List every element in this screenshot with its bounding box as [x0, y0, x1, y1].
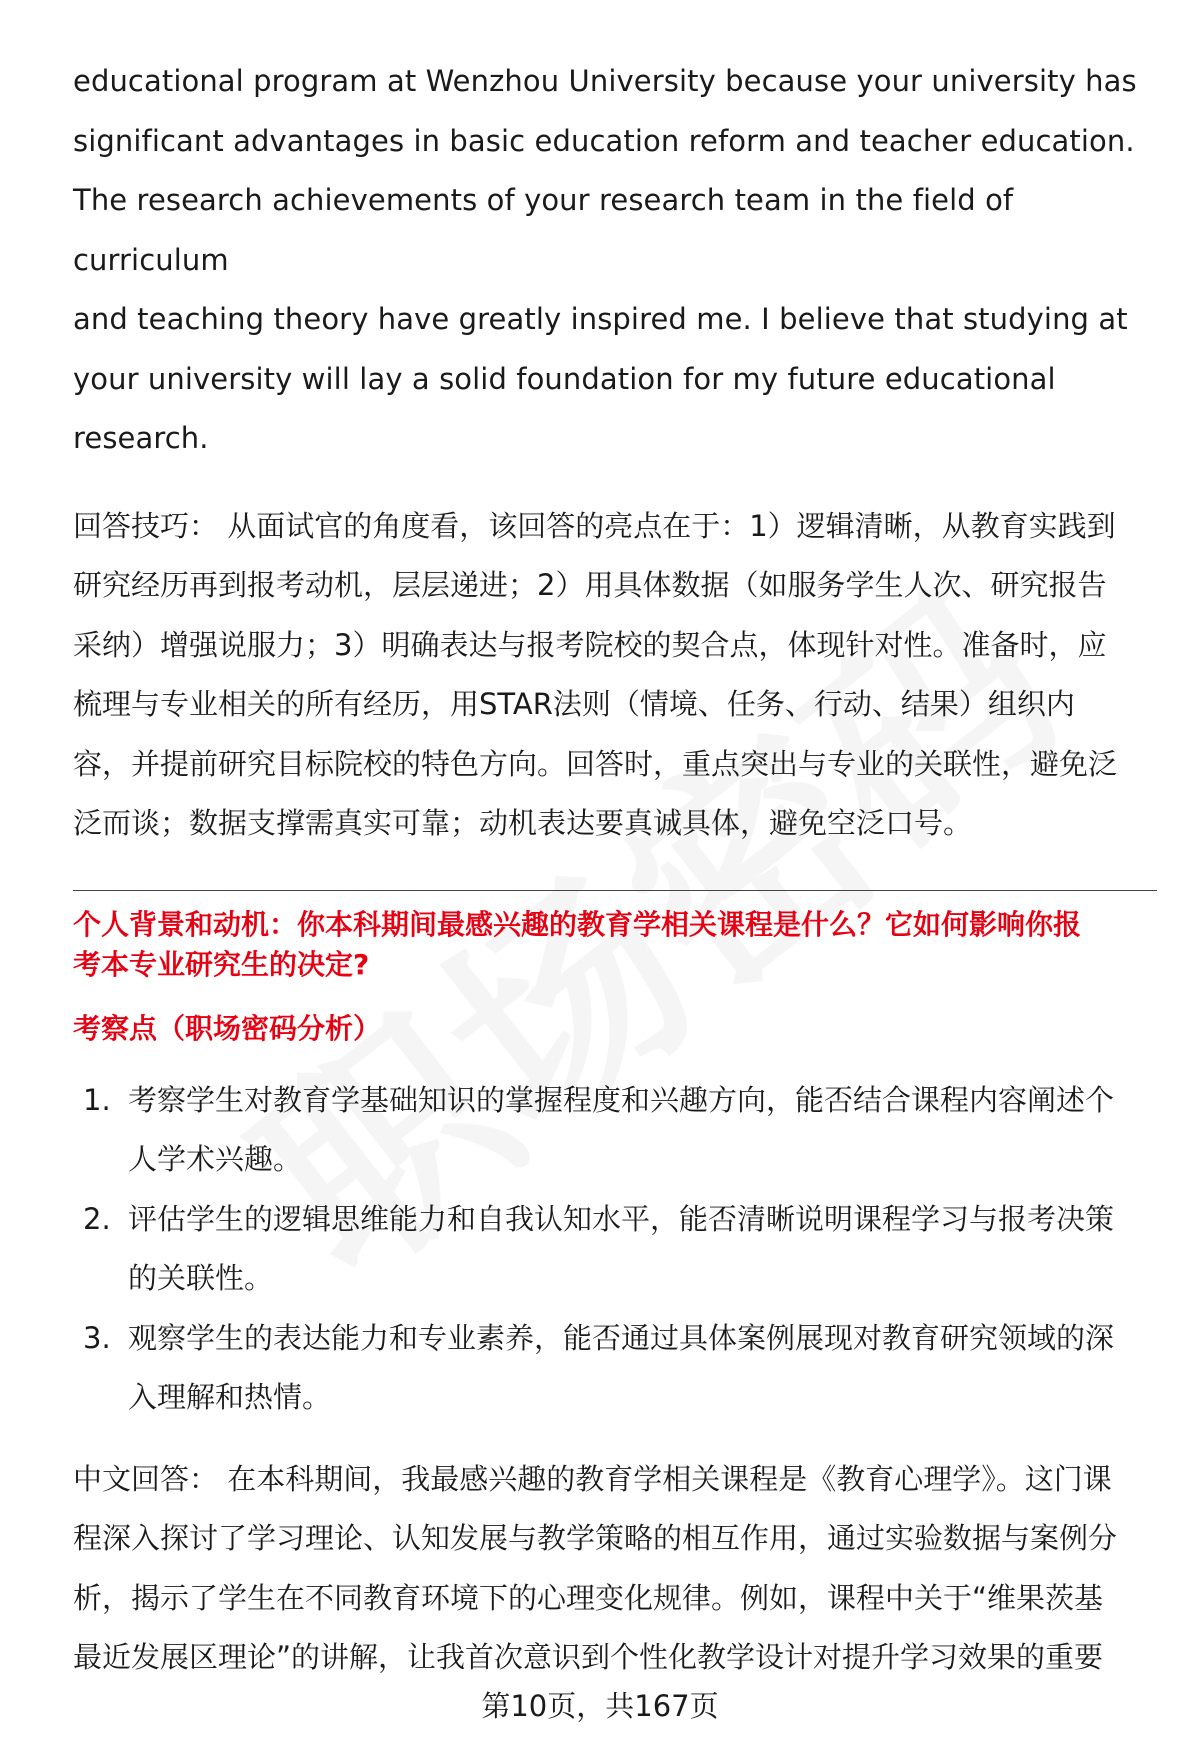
list-number: 1.	[83, 1082, 111, 1117]
text-line: 的关联性。	[128, 1261, 274, 1295]
page-number-footer: 第10页，共167页	[481, 1689, 719, 1723]
answer-tips-paragraph	[73, 497, 1153, 854]
list-number: 2.	[83, 1201, 111, 1236]
text-line: 梳理与专业相关的所有经历，用STAR法则（情境、任务、行动、结果）组织内	[73, 687, 1075, 721]
english-answer-paragraph	[73, 52, 1153, 469]
question-heading	[73, 905, 1153, 985]
text-line: 入理解和热情。	[128, 1380, 332, 1414]
list-number: 3.	[83, 1320, 111, 1355]
text-line: your university will lay a solid foundation for my future educational	[73, 361, 1056, 396]
list-item	[73, 1190, 1153, 1309]
text-line: 个人背景和动机：你本科期间最感兴趣的教育学相关课程是什么？它如何影响你报	[73, 907, 1082, 941]
document-page	[73, 52, 1153, 1688]
section-divider	[73, 890, 1157, 891]
text-line: 程深入探讨了学习理论、认知发展与教学策略的相互作用，通过实验数据与案例分	[73, 1521, 1118, 1555]
text-line: 最近发展区理论”的讲解，让我首次意识到个性化教学设计对提升学习效果的重要	[73, 1640, 1104, 1674]
text-line: The research achievements of your research team in the field of curriculum	[73, 183, 1014, 277]
text-line: 中文回答： 在本科期间，我最感兴趣的教育学相关课程是《教育心理学》。这门课	[73, 1461, 1112, 1496]
text-line: 考本专业研究生的决定?	[73, 947, 370, 981]
text-line: significant advantages in basic education reform and teacher education.	[73, 123, 1135, 158]
text-line: 容，并提前研究目标院校的特色方向。回答时，重点突出与专业的关联性，避免泛	[73, 746, 1118, 781]
text-line: 考察学生对教育学基础知识的掌握程度和兴趣方向，能否结合课程内容阐述个	[128, 1082, 1115, 1117]
text-line: 采纳）增强说服力；3）明确表达与报考院校的契合点，体现针对性。准备时，应	[73, 627, 1107, 662]
list-item	[73, 1071, 1153, 1190]
assessment-points-list	[73, 1071, 1153, 1428]
text-line: 泛而谈；数据支撑需真实可靠；动机表达要真诚具体，避免空泛口号。	[73, 806, 973, 840]
text-line: 析，揭示了学生在不同教育环境下的心理变化规律。例如，课程中关于“维果茨基	[73, 1580, 1104, 1615]
text-line: educational program at Wenzhou University because your university has	[73, 64, 1137, 98]
text-line: 人学术兴趣。	[128, 1142, 303, 1176]
text-line: 评估学生的逻辑思维能力和自我认知水平，能否清晰说明课程学习与报考决策	[128, 1201, 1115, 1236]
text-line: 回答技巧： 从面试官的角度看，该回答的亮点在于：1）逻辑清晰，从教育实践到	[73, 508, 1116, 543]
text-line: and teaching theory have greatly inspired me. I believe that studying at	[73, 302, 1128, 336]
chinese-answer-paragraph	[73, 1450, 1153, 1688]
text-line: research.	[73, 421, 209, 455]
list-item	[73, 1309, 1153, 1428]
text-line: 研究经历再到报考动机，层层递进；2）用具体数据（如服务学生人次、研究报告	[73, 568, 1107, 602]
text-line: 观察学生的表达能力和专业素养，能否通过具体案例展现对教育研究领域的深	[128, 1320, 1115, 1355]
assessment-points-heading: 考察点（职场密码分析）	[73, 1011, 382, 1045]
